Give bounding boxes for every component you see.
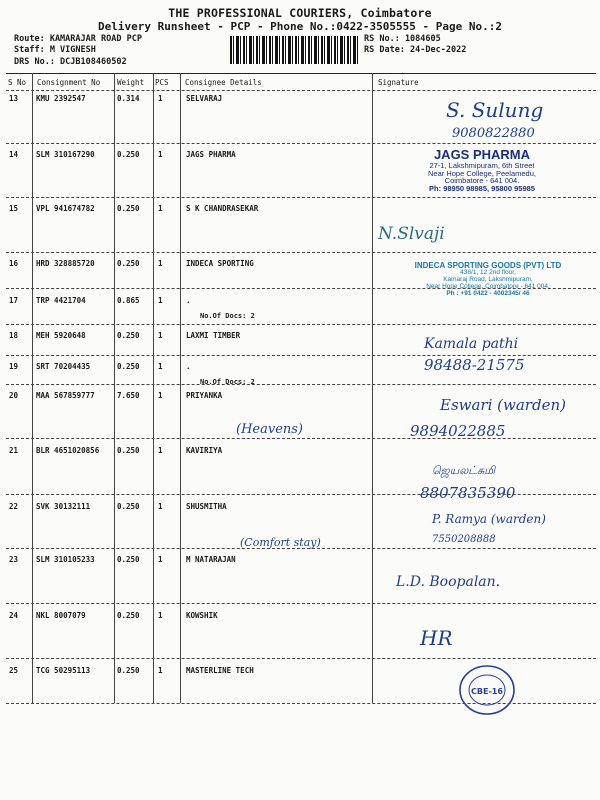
row-sno: 16: [9, 259, 19, 268]
row-weight: 0.314: [117, 94, 140, 103]
row-consignee: .: [186, 296, 191, 305]
signature-row-13: S. Sulung: [446, 98, 544, 122]
row-consignment-no: MAA 567859777: [36, 391, 95, 400]
table-top-border: [6, 73, 596, 74]
col-divider: [372, 73, 373, 703]
handwritten-note-row-20: (Heavens): [236, 422, 304, 437]
row-weight: 0.250: [117, 611, 140, 620]
stamp-line: 27-1, Lakshmipuram, 6th Street: [429, 160, 535, 170]
drs-number: DRS No.: DCJB108460502: [14, 57, 127, 67]
row-consignee: .: [186, 362, 191, 371]
row-sno: 24: [9, 611, 19, 620]
signature-row-21: ஜெயலட்சுமி: [432, 464, 496, 477]
stamp-line: Near Hope College, Coimbatore - 641 004.: [426, 283, 550, 291]
document-title: THE PROFESSIONAL COURIERS, Coimbatore: [168, 6, 432, 20]
row-pcs: 1: [158, 666, 163, 675]
row-consignee: INDECA SPORTING: [186, 259, 254, 268]
row-doc-count: No.Of Docs: 2: [200, 378, 255, 386]
row-pcs: 1: [158, 94, 163, 103]
row-consignee: MASTERLINE TECH: [186, 666, 254, 675]
row-separator: [6, 658, 596, 659]
row-consignment-no: HRD 328885720: [36, 259, 95, 268]
row-sno: 23: [9, 555, 19, 564]
stamp-title: JAGS PHARMA: [433, 147, 531, 162]
row-weight: 0.250: [117, 362, 140, 371]
row-pcs: 1: [158, 446, 163, 455]
col-header-sno: S No: [8, 78, 27, 87]
signature-row-20: Eswari (warden): [440, 396, 566, 414]
signature-row-20-phone: 9894022885: [410, 422, 506, 440]
row-weight: 0.250: [117, 555, 140, 564]
indeca-stamp: [388, 262, 588, 298]
row-separator: [6, 324, 596, 325]
row-weight: 0.250: [117, 204, 140, 213]
round-seal-stamp: [458, 664, 516, 716]
row-consignment-no: SRT 70204435: [36, 362, 91, 371]
row-separator: [6, 252, 596, 253]
handwritten-note-row-22: (Comfort stay): [240, 536, 321, 549]
stamp-line: Coimbatore - 641 004.: [444, 176, 520, 186]
row-consignment-no: VPL 941674782: [36, 204, 95, 213]
row-sno: 21: [9, 446, 19, 455]
row-consignee: PRIYANKA: [186, 391, 223, 400]
row-separator: [6, 438, 596, 439]
row-separator: [6, 603, 596, 604]
row-separator: [6, 197, 596, 198]
row-pcs: 1: [158, 259, 163, 268]
row-sno: 15: [9, 204, 19, 213]
row-weight: 0.250: [117, 502, 140, 511]
signature-row-23: L.D. Boopalan.: [396, 574, 501, 590]
row-consignment-no: MEH 5920648: [36, 331, 86, 340]
row-weight: 7.650: [117, 391, 140, 400]
seal-text: CBE-16: [471, 687, 503, 696]
row-consignment-no: BLR 4651020856: [36, 446, 100, 455]
row-pcs: 1: [158, 331, 163, 340]
stamp-line: Ph : +91 0422 - 4002345/ 46: [446, 289, 530, 297]
row-weight: 0.250: [117, 150, 140, 159]
row-consignee: KAVIRIYA: [186, 446, 223, 455]
col-header-signature: Signature: [378, 78, 419, 87]
row-weight: 0.250: [117, 259, 140, 268]
row-consignment-no: SLM 310105233: [36, 555, 95, 564]
signature-row-13-phone: 9080822880: [452, 126, 535, 141]
stamp-line: Ph: 98950 98985, 95800 95985: [429, 184, 535, 194]
row-weight: 0.865: [117, 296, 140, 305]
jags-pharma-stamp: [382, 148, 582, 193]
row-separator: [6, 143, 596, 144]
signature-row-18-phone: 98488-21575: [424, 356, 525, 374]
row-sno: 14: [9, 150, 19, 159]
col-header-weight: Weight: [117, 78, 145, 87]
signature-row-21-phone: 8807835390: [420, 484, 516, 502]
row-consignment-no: KMU 2392547: [36, 94, 86, 103]
row-pcs: 1: [158, 204, 163, 213]
row-weight: 0.250: [117, 666, 140, 675]
col-divider: [32, 73, 33, 703]
row-pcs: 1: [158, 502, 163, 511]
header-divider: [6, 90, 596, 91]
row-pcs: 1: [158, 150, 163, 159]
row-consignment-no: NKL 8007079: [36, 611, 86, 620]
row-pcs: 1: [158, 296, 163, 305]
stamp-line: Near Hope College, Peelamedu,: [428, 168, 536, 178]
row-sno: 20: [9, 391, 19, 400]
stamp-title: INDECA SPORTING GOODS (PVT) LTD: [414, 261, 562, 270]
staff-label: Staff: M VIGNESH: [14, 45, 96, 55]
row-weight: 0.250: [117, 331, 140, 340]
row-consignment-no: SVK 30132111: [36, 502, 91, 511]
row-pcs: 1: [158, 391, 163, 400]
row-consignment-no: SLM 310167290: [36, 150, 95, 159]
signature-row-22-phone: 7550208888: [432, 534, 496, 545]
row-consignee: JAGS PHARMA: [186, 150, 236, 159]
row-consignee: LAXMI TIMBER: [186, 331, 241, 340]
stamp-line: 438/1, 12 2nd floor,: [460, 269, 516, 277]
col-divider: [180, 73, 181, 703]
signature-row-24: HR: [420, 626, 453, 650]
signature-row-22: P. Ramya (warden): [432, 512, 546, 526]
row-pcs: 1: [158, 611, 163, 620]
col-header-pcs: PCS: [155, 78, 169, 87]
document-subtitle: Delivery Runsheet - PCP - Phone No.:0422-3505555 - Page No.:2: [98, 20, 502, 33]
barcode: [230, 36, 358, 64]
row-consignment-no: TRP 4421704: [36, 296, 86, 305]
col-header-consignment: Consignment No: [37, 78, 101, 87]
stamp-line: Kamaraj Road, Lakshmipuram,: [443, 276, 533, 284]
row-consignee: M NATARAJAN: [186, 555, 236, 564]
row-weight: 0.250: [117, 446, 140, 455]
signature-row-18: Kamala pathi: [424, 336, 519, 352]
row-consignee: SHUSMITHA: [186, 502, 227, 511]
col-divider: [114, 73, 115, 703]
row-consignee: KOWSHIK: [186, 611, 218, 620]
row-consignee: SELVARAJ: [186, 94, 223, 103]
row-sno: 25: [9, 666, 19, 675]
row-consignee: S K CHANDRASEKAR: [186, 204, 259, 213]
rs-number: RS No.: 1084605: [364, 34, 441, 44]
row-consignment-no: TCG 50295113: [36, 666, 91, 675]
row-sno: 17: [9, 296, 19, 305]
rs-date: RS Date: 24-Dec-2022: [364, 45, 467, 55]
row-separator: [6, 384, 596, 385]
signature-row-15: N.Slvaji: [378, 224, 445, 244]
row-sno: 18: [9, 331, 19, 340]
row-sno: 13: [9, 94, 19, 103]
row-sno: 22: [9, 502, 19, 511]
route-label: Route: KAMARAJAR ROAD PCP: [14, 34, 142, 44]
col-divider: [153, 73, 154, 703]
row-doc-count: No.Of Docs: 2: [200, 312, 255, 320]
row-pcs: 1: [158, 555, 163, 564]
row-sno: 19: [9, 362, 19, 371]
row-pcs: 1: [158, 362, 163, 371]
col-header-details: Consignee Details: [185, 78, 262, 87]
